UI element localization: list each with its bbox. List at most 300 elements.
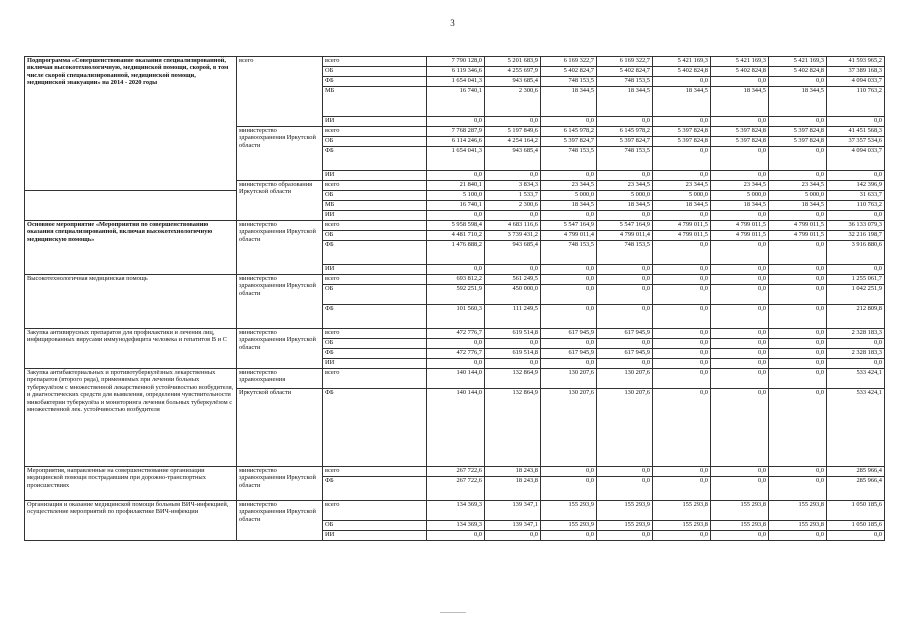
year-value-cell: 0,0 (485, 117, 541, 127)
year-value-cell: 23 344,5 (769, 181, 827, 191)
total-value-cell: 37 357 534,6 (827, 137, 885, 147)
funding-source-cell: ИИ (323, 117, 427, 127)
year-value-cell: 0,0 (769, 477, 827, 501)
year-value-cell: 0,0 (597, 531, 653, 541)
year-value-cell: 0,0 (541, 285, 597, 305)
year-value-cell: 1 654 041,3 (427, 147, 485, 171)
year-value-cell: 748 153,5 (541, 77, 597, 87)
year-value-cell: 18 344,5 (769, 201, 827, 211)
year-value-cell: 748 153,5 (597, 77, 653, 87)
year-value-cell: 5 402 824,7 (541, 67, 597, 77)
year-value-cell: 0,0 (653, 77, 711, 87)
year-value-cell: 0,0 (597, 211, 653, 221)
funding-source-cell: ФБ (323, 77, 427, 87)
total-value-cell: 0,0 (827, 211, 885, 221)
year-value-cell: 5 397 824,8 (711, 137, 769, 147)
year-value-cell: 0,0 (541, 211, 597, 221)
year-value-cell: 1 654 041,3 (427, 77, 485, 87)
budget-table (24, 56, 885, 541)
year-value-cell: 748 153,5 (597, 147, 653, 171)
year-value-cell: 155 293,9 (597, 521, 653, 531)
year-value-cell: 18 344,5 (711, 87, 769, 117)
year-value-cell: 0,0 (769, 359, 827, 369)
year-value-cell: 748 153,5 (541, 241, 597, 265)
year-value-cell: 0,0 (769, 147, 827, 171)
year-value-cell: 0,0 (653, 359, 711, 369)
year-value-cell: 0,0 (485, 339, 541, 349)
activity-name-cell: Закупка антибактериальных и противотуберкулёзных лекарственных препаратов (второго ряда), применяемых при лечении больных туберкулёзом с множественной лекарственной устойчивостью возбудителя, и диагностических средств для выявления, определения чувствительности микобактерии туберкулёза и мониторинга лечения больных туберкулёзом с множественной лек. устойчивостью возбудителя (25, 369, 237, 467)
year-value-cell: 7 790 128,0 (427, 57, 485, 67)
year-value-cell: 155 293,8 (653, 521, 711, 531)
year-value-cell: 21 840,1 (427, 181, 485, 191)
year-value-cell: 0,0 (769, 171, 827, 181)
year-value-cell: 0,0 (653, 275, 711, 285)
year-value-cell: 2 300,6 (485, 201, 541, 211)
year-value-cell: 0,0 (769, 211, 827, 221)
executor-cell: министерство здравоохранения Иркутской области (237, 329, 323, 369)
year-value-cell: 5 397 824,8 (653, 137, 711, 147)
executor-cell: министерство здравоохранения Иркутской области (237, 275, 323, 329)
funding-source-cell: всего (323, 127, 427, 137)
year-value-cell: 16 740,1 (427, 201, 485, 211)
year-value-cell: 155 293,8 (711, 501, 769, 521)
year-value-cell: 18 243,8 (485, 477, 541, 501)
budget-table-body (25, 57, 885, 541)
year-value-cell: 5 100,0 (427, 191, 485, 201)
year-value-cell: 0,0 (653, 329, 711, 339)
year-value-cell: 0,0 (711, 211, 769, 221)
total-value-cell: 4 094 033,7 (827, 147, 885, 171)
year-value-cell: 1 533,7 (485, 191, 541, 201)
year-value-cell: 132 864,9 (485, 369, 541, 389)
year-value-cell: 0,0 (653, 467, 711, 477)
year-value-cell: 0,0 (653, 117, 711, 127)
table-row (25, 501, 885, 521)
year-value-cell: 0,0 (427, 339, 485, 349)
year-value-cell: 130 207,6 (541, 369, 597, 389)
year-value-cell: 18 243,8 (485, 467, 541, 477)
executor-cell: всего (237, 57, 323, 127)
year-value-cell: 0,0 (711, 329, 769, 339)
year-value-cell: 155 293,9 (541, 501, 597, 521)
year-value-cell: 0,0 (653, 241, 711, 265)
funding-source-cell: ОБ (323, 67, 427, 77)
year-value-cell: 0,0 (769, 339, 827, 349)
year-value-cell: 4 799 011,4 (541, 231, 597, 241)
year-value-cell: 134 369,3 (427, 501, 485, 521)
year-value-cell: 4 799 011,5 (769, 221, 827, 231)
total-value-cell: 533 424,1 (827, 389, 885, 467)
year-value-cell: 0,0 (711, 389, 769, 467)
table-row (25, 369, 885, 389)
year-value-cell: 0,0 (653, 349, 711, 359)
year-value-cell: 0,0 (541, 305, 597, 329)
total-value-cell: 41 593 965,2 (827, 57, 885, 67)
year-value-cell: 5 000,0 (711, 191, 769, 201)
year-value-cell: 155 293,8 (653, 501, 711, 521)
funding-source-cell: ФБ (323, 305, 427, 329)
year-value-cell: 6 119 346,6 (427, 67, 485, 77)
year-value-cell: 18 344,5 (653, 87, 711, 117)
year-value-cell: 5 958 598,4 (427, 221, 485, 231)
table-row (25, 467, 885, 477)
year-value-cell: 140 144,0 (427, 389, 485, 467)
year-value-cell: 0,0 (541, 531, 597, 541)
funding-source-cell: ОБ (323, 339, 427, 349)
year-value-cell: 0,0 (769, 389, 827, 467)
funding-source-cell: всего (323, 181, 427, 191)
year-value-cell: 6 169 322,7 (541, 57, 597, 67)
year-value-cell: 5 000,0 (541, 191, 597, 201)
year-value-cell: 5 397 824,8 (769, 137, 827, 147)
executor-cell: министерство здравоохранения Иркутской области (237, 127, 323, 181)
year-value-cell: 5 000,0 (769, 191, 827, 201)
year-value-cell: 617 945,9 (541, 329, 597, 339)
executor-cell: министерство здравоохранения (237, 369, 323, 389)
page-footer-mark (440, 612, 466, 613)
funding-source-cell: ИИ (323, 265, 427, 275)
year-value-cell: 0,0 (541, 265, 597, 275)
total-value-cell: 1 042 251,9 (827, 285, 885, 305)
executor-cell: Иркутской области (237, 389, 323, 467)
year-value-cell: 0,0 (711, 147, 769, 171)
year-value-cell: 0,0 (653, 389, 711, 467)
year-value-cell: 140 144,0 (427, 369, 485, 389)
year-value-cell: 0,0 (541, 117, 597, 127)
year-value-cell: 4 799 011,5 (653, 221, 711, 231)
year-value-cell: 0,0 (711, 275, 769, 285)
year-value-cell: 6 169 322,7 (597, 57, 653, 67)
year-value-cell: 2 300,6 (485, 87, 541, 117)
year-value-cell: 0,0 (541, 339, 597, 349)
total-value-cell: 142 396,9 (827, 181, 885, 191)
funding-source-cell: ФБ (323, 477, 427, 501)
year-value-cell: 111 249,5 (485, 305, 541, 329)
year-value-cell: 4 683 116,6 (485, 221, 541, 231)
year-value-cell: 0,0 (711, 305, 769, 329)
year-value-cell: 0,0 (711, 359, 769, 369)
funding-source-cell: ФБ (323, 349, 427, 359)
year-value-cell: 0,0 (653, 211, 711, 221)
total-value-cell: 285 966,4 (827, 477, 885, 501)
funding-source-cell: ОБ (323, 285, 427, 305)
year-value-cell: 0,0 (597, 359, 653, 369)
year-value-cell: 155 293,8 (711, 521, 769, 531)
year-value-cell: 0,0 (597, 477, 653, 501)
year-value-cell: 0,0 (653, 305, 711, 329)
year-value-cell: 23 344,5 (541, 181, 597, 191)
year-value-cell: 617 945,9 (597, 329, 653, 339)
year-value-cell: 617 945,9 (597, 349, 653, 359)
year-value-cell: 4 481 710,2 (427, 231, 485, 241)
year-value-cell: 5 402 824,8 (711, 67, 769, 77)
year-value-cell: 693 812,2 (427, 275, 485, 285)
year-value-cell: 3 834,3 (485, 181, 541, 191)
funding-source-cell: всего (323, 329, 427, 339)
funding-source-cell: ИИ (323, 171, 427, 181)
year-value-cell: 0,0 (769, 467, 827, 477)
year-value-cell: 0,0 (485, 531, 541, 541)
table-row (25, 275, 885, 285)
year-value-cell: 155 293,8 (769, 521, 827, 531)
total-value-cell: 36 133 079,3 (827, 221, 885, 231)
year-value-cell: 0,0 (769, 275, 827, 285)
year-value-cell: 5 402 824,8 (653, 67, 711, 77)
year-value-cell: 5 197 849,6 (485, 127, 541, 137)
year-value-cell: 4 255 697,9 (485, 67, 541, 77)
year-value-cell: 619 514,8 (485, 349, 541, 359)
table-row (25, 191, 885, 201)
year-value-cell: 130 207,6 (541, 389, 597, 467)
funding-source-cell: ОБ (323, 137, 427, 147)
year-value-cell: 18 344,5 (769, 87, 827, 117)
total-value-cell: 0,0 (827, 531, 885, 541)
total-value-cell: 1 050 185,6 (827, 521, 885, 531)
year-value-cell: 0,0 (541, 171, 597, 181)
year-value-cell: 0,0 (427, 117, 485, 127)
total-value-cell: 32 216 198,7 (827, 231, 885, 241)
year-value-cell: 5 397 824,7 (597, 137, 653, 147)
year-value-cell: 748 153,5 (541, 147, 597, 171)
funding-source-cell: ИИ (323, 359, 427, 369)
year-value-cell: 0,0 (427, 171, 485, 181)
total-value-cell: 3 916 880,6 (827, 241, 885, 265)
table-row (25, 329, 885, 339)
activity-name-cell: Основное мероприятие «Мероприятия по совершенствованию оказания специализированной, включая высокотехнологичную медицинскую помощь» (25, 221, 237, 275)
year-value-cell: 267 722,6 (427, 477, 485, 501)
total-value-cell: 0,0 (827, 359, 885, 369)
year-value-cell: 0,0 (711, 467, 769, 477)
executor-cell: министерство здравоохранения Иркутской области (237, 221, 323, 275)
year-value-cell: 155 293,9 (541, 521, 597, 531)
year-value-cell: 0,0 (597, 305, 653, 329)
year-value-cell: 139 347,1 (485, 521, 541, 531)
year-value-cell: 0,0 (541, 467, 597, 477)
funding-source-cell: всего (323, 369, 427, 389)
table-row (25, 57, 885, 67)
year-value-cell: 0,0 (769, 369, 827, 389)
year-value-cell: 139 347,1 (485, 501, 541, 521)
year-value-cell: 4 799 011,5 (769, 231, 827, 241)
total-value-cell: 0,0 (827, 117, 885, 127)
total-value-cell: 0,0 (827, 339, 885, 349)
year-value-cell: 5 421 169,3 (769, 57, 827, 67)
total-value-cell: 285 966,4 (827, 467, 885, 477)
year-value-cell: 18 344,5 (541, 87, 597, 117)
year-value-cell: 0,0 (769, 241, 827, 265)
year-value-cell: 0,0 (711, 265, 769, 275)
year-value-cell: 5 421 169,3 (711, 57, 769, 67)
year-value-cell: 18 344,5 (597, 201, 653, 211)
year-value-cell: 6 145 978,2 (541, 127, 597, 137)
year-value-cell: 5 397 824,8 (769, 127, 827, 137)
year-value-cell: 7 768 287,9 (427, 127, 485, 137)
total-value-cell: 4 094 033,7 (827, 77, 885, 87)
funding-source-cell: ФБ (323, 241, 427, 265)
year-value-cell: 592 251,9 (427, 285, 485, 305)
year-value-cell: 0,0 (769, 77, 827, 87)
year-value-cell: 5 397 824,8 (653, 127, 711, 137)
year-value-cell: 0,0 (485, 359, 541, 369)
total-value-cell: 110 763,2 (827, 87, 885, 117)
year-value-cell: 0,0 (485, 265, 541, 275)
year-value-cell: 5 402 824,7 (597, 67, 653, 77)
total-value-cell: 110 763,2 (827, 201, 885, 211)
year-value-cell: 0,0 (769, 329, 827, 339)
total-value-cell: 37 389 168,3 (827, 67, 885, 77)
year-value-cell: 130 207,6 (597, 369, 653, 389)
page-number: 3 (450, 18, 455, 28)
year-value-cell: 617 945,9 (541, 349, 597, 359)
executor-cell: министерство здравоохранения Иркутской области (237, 501, 323, 541)
year-value-cell: 0,0 (769, 117, 827, 127)
total-value-cell: 2 328 183,3 (827, 329, 885, 339)
funding-source-cell: ОБ (323, 191, 427, 201)
funding-source-cell: всего (323, 467, 427, 477)
year-value-cell: 5 421 169,3 (653, 57, 711, 67)
year-value-cell: 134 369,3 (427, 521, 485, 531)
year-value-cell: 0,0 (711, 77, 769, 87)
funding-source-cell: всего (323, 221, 427, 231)
year-value-cell: 0,0 (769, 285, 827, 305)
year-value-cell: 619 514,8 (485, 329, 541, 339)
year-value-cell: 4 799 011,5 (653, 231, 711, 241)
activity-name-cell: Организация и оказание медицинской помощи больным ВИЧ-инфекцией, осуществление мероприятий по профилактике ВИЧ-инфекции (25, 501, 237, 541)
year-value-cell: 18 344,5 (541, 201, 597, 211)
year-value-cell: 155 293,8 (769, 501, 827, 521)
year-value-cell: 0,0 (597, 275, 653, 285)
year-value-cell: 943 685,4 (485, 77, 541, 87)
total-value-cell: 533 424,1 (827, 369, 885, 389)
year-value-cell: 0,0 (597, 285, 653, 305)
year-value-cell: 450 000,0 (485, 285, 541, 305)
activity-name-cell: Закупка антивирусных препаратов для профилактики и лечения лиц, инфицированных вирусами иммунодефицита человека и гепатитов В и С (25, 329, 237, 369)
funding-source-cell: всего (323, 57, 427, 67)
total-value-cell: 31 633,7 (827, 191, 885, 201)
year-value-cell: 18 344,5 (653, 201, 711, 211)
year-value-cell: 18 344,5 (597, 87, 653, 117)
year-value-cell: 6 145 978,2 (597, 127, 653, 137)
funding-source-cell: всего (323, 275, 427, 285)
year-value-cell: 472 776,7 (427, 349, 485, 359)
year-value-cell: 0,0 (485, 171, 541, 181)
year-value-cell: 943 685,4 (485, 147, 541, 171)
year-value-cell: 5 547 164,9 (597, 221, 653, 231)
year-value-cell: 0,0 (541, 275, 597, 285)
year-value-cell: 5 397 824,7 (541, 137, 597, 147)
total-value-cell: 41 451 568,3 (827, 127, 885, 137)
year-value-cell: 0,0 (653, 369, 711, 389)
year-value-cell: 0,0 (711, 241, 769, 265)
year-value-cell: 0,0 (485, 211, 541, 221)
year-value-cell: 23 344,5 (653, 181, 711, 191)
year-value-cell: 0,0 (597, 265, 653, 275)
year-value-cell: 0,0 (769, 349, 827, 359)
total-value-cell: 1 255 061,7 (827, 275, 885, 285)
year-value-cell: 0,0 (711, 531, 769, 541)
year-value-cell: 101 560,3 (427, 305, 485, 329)
year-value-cell: 0,0 (541, 359, 597, 369)
funding-source-cell: ФБ (323, 147, 427, 171)
year-value-cell: 132 864,9 (485, 389, 541, 467)
year-value-cell: 0,0 (427, 265, 485, 275)
year-value-cell: 5 201 683,9 (485, 57, 541, 67)
year-value-cell: 0,0 (711, 171, 769, 181)
year-value-cell: 6 114 246,6 (427, 137, 485, 147)
funding-source-cell: ОБ (323, 231, 427, 241)
year-value-cell: 0,0 (711, 369, 769, 389)
executor-cell: министерство образования Иркутской области (237, 181, 323, 221)
year-value-cell: 4 799 011,5 (711, 231, 769, 241)
year-value-cell: 748 153,5 (597, 241, 653, 265)
year-value-cell: 0,0 (711, 117, 769, 127)
year-value-cell: 0,0 (597, 171, 653, 181)
total-value-cell: 212 809,8 (827, 305, 885, 329)
year-value-cell: 0,0 (711, 285, 769, 305)
funding-source-cell: ФБ (323, 389, 427, 467)
year-value-cell: 23 344,5 (711, 181, 769, 191)
year-value-cell: 943 685,4 (485, 241, 541, 265)
year-value-cell: 0,0 (653, 265, 711, 275)
year-value-cell: 1 476 888,2 (427, 241, 485, 265)
total-value-cell: 0,0 (827, 171, 885, 181)
year-value-cell: 130 207,6 (597, 389, 653, 467)
year-value-cell: 0,0 (427, 359, 485, 369)
year-value-cell: 5 000,0 (653, 191, 711, 201)
year-value-cell: 5 397 824,8 (711, 127, 769, 137)
funding-source-cell: ИИ (323, 531, 427, 541)
year-value-cell: 0,0 (597, 339, 653, 349)
year-value-cell: 0,0 (711, 349, 769, 359)
funding-source-cell: ОБ (323, 521, 427, 531)
year-value-cell: 0,0 (711, 477, 769, 501)
table-row (25, 221, 885, 231)
year-value-cell: 18 344,5 (711, 201, 769, 211)
total-value-cell: 0,0 (827, 265, 885, 275)
activity-name-cell: Мероприятия, направленные на совершенствование организации медицинской помощи пострадавшим при дорожно-транспортных происшествиях (25, 467, 237, 501)
year-value-cell: 267 722,6 (427, 467, 485, 477)
year-value-cell: 0,0 (427, 211, 485, 221)
activity-name-cell: Высокотехнологичная медицинская помощь (25, 275, 237, 329)
year-value-cell: 0,0 (597, 467, 653, 477)
year-value-cell: 0,0 (597, 117, 653, 127)
funding-source-cell: МБ (323, 201, 427, 211)
year-value-cell: 0,0 (653, 285, 711, 305)
year-value-cell: 0,0 (769, 305, 827, 329)
activity-name-cell: Подпрограмма «Совершенствование оказания специализированной, включая высокотехнологичную, медицинской помощи, скорой, в том числе скорой специализированной, медицинской помощи, медицинской эвакуации» на 2014 - 2020 годы (25, 57, 237, 191)
year-value-cell: 472 776,7 (427, 329, 485, 339)
year-value-cell: 5 547 164,9 (541, 221, 597, 231)
year-value-cell: 0,0 (653, 147, 711, 171)
year-value-cell: 5 402 824,8 (769, 67, 827, 77)
year-value-cell: 155 293,9 (597, 501, 653, 521)
year-value-cell: 4 799 011,4 (597, 231, 653, 241)
year-value-cell: 16 740,1 (427, 87, 485, 117)
year-value-cell: 0,0 (653, 477, 711, 501)
funding-source-cell: всего (323, 501, 427, 521)
total-value-cell: 2 328 183,3 (827, 349, 885, 359)
year-value-cell: 0,0 (427, 531, 485, 541)
year-value-cell: 3 739 431,2 (485, 231, 541, 241)
year-value-cell: 5 000,0 (597, 191, 653, 201)
total-value-cell: 1 050 185,6 (827, 501, 885, 521)
funding-source-cell: МБ (323, 87, 427, 117)
year-value-cell: 0,0 (541, 477, 597, 501)
activity-name-cell (25, 191, 237, 221)
year-value-cell: 0,0 (653, 339, 711, 349)
year-value-cell: 4 799 011,5 (711, 221, 769, 231)
executor-cell: министерство здравоохранения Иркутской области (237, 467, 323, 501)
